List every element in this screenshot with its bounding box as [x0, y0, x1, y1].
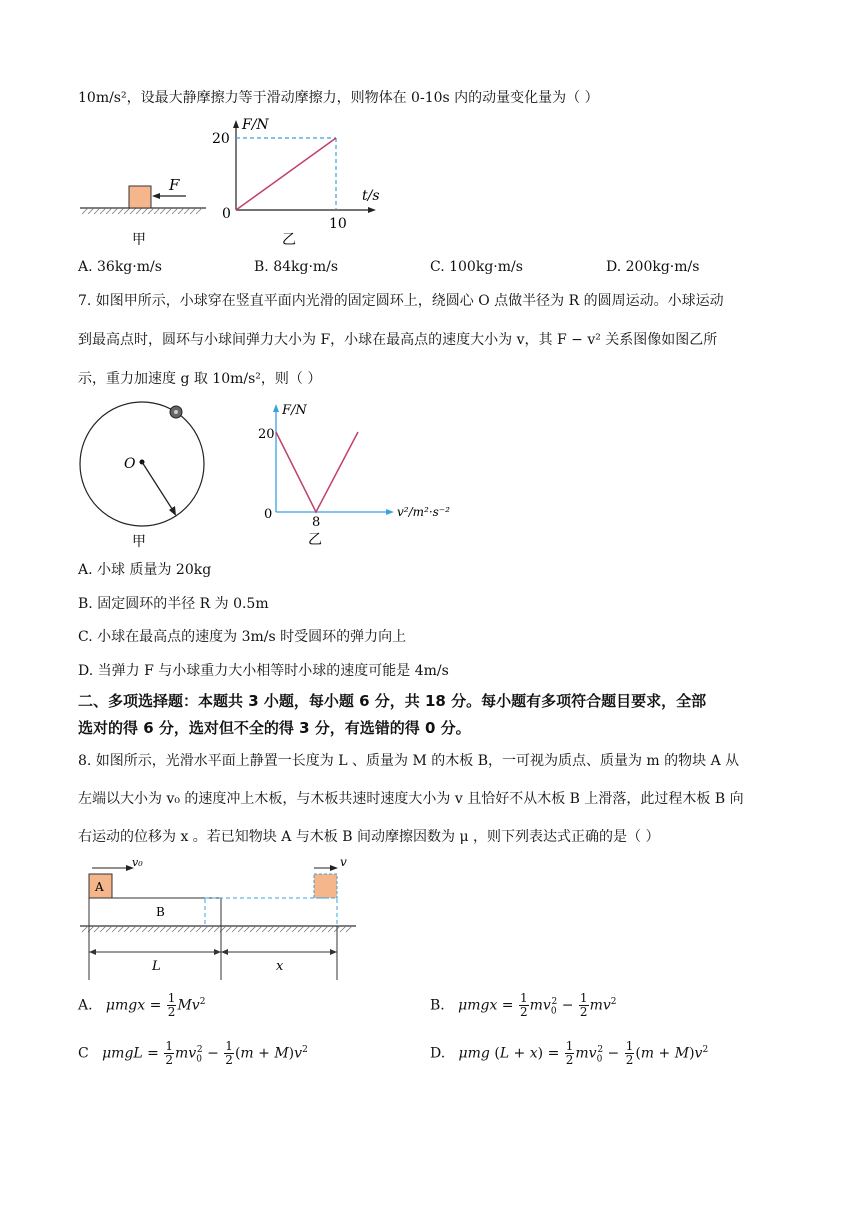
- q8-option-b: B. μmgx = $\frac{1}{2}$ $mv_0^2$ − $\frac{1}{2}$ $mv^2$: [430, 991, 617, 1019]
- q8-length-l-label: L: [152, 959, 161, 974]
- q6-x-tick: 10: [329, 216, 347, 232]
- q6-force-time-graph: [206, 112, 396, 248]
- q6-force-line: [236, 138, 336, 210]
- q7-force-velocity-graph: [252, 398, 472, 550]
- q6-option-d: D. 200kg·m/s: [606, 259, 700, 275]
- q7-y-tick: 20: [258, 427, 275, 442]
- q6-force-label: F: [169, 176, 180, 194]
- q6-origin: 0: [222, 206, 231, 222]
- q7-option-b: B. 固定圆环的半径 R 为 0.5m: [78, 596, 269, 612]
- q7-fig-left-label: 甲: [132, 534, 146, 550]
- q6-y-tick: 20: [212, 131, 230, 147]
- q6-option-c: C. 100kg·m/s: [430, 259, 523, 275]
- q6-option-a: A. 36kg·m/s: [78, 259, 162, 275]
- q8-board-figure: [78, 854, 360, 984]
- q7-x-axis-label: v²/m²·s⁻²: [397, 505, 450, 519]
- q7-circle-figure: [76, 400, 216, 552]
- q7-fig-right-label: 乙: [308, 532, 322, 548]
- q6-option-b: B. 84kg·m/s: [254, 259, 339, 275]
- q7-line-1: 7. 如图甲所示，小球穿在竖直平面内光滑的固定圆环上，绕圆心 O 点做半径为 R 的圆周运动。小球运动: [78, 293, 724, 309]
- q8-v-label: v: [340, 855, 347, 869]
- q8-line-2: 左端以大小为 v₀ 的速度冲上木板，与木板共速时速度大小为 v 且恰好不从木板 B 上滑落，此过程木板 B 向: [78, 791, 744, 807]
- section-2-heading-line-1: 二、多项选择题：本题共 3 小题，每小题 6 分，共 18 分。每小题有多项符合题目要求，全部: [78, 692, 707, 710]
- q6-fig-left-label: 甲: [132, 232, 146, 248]
- q7-line-2: 到最高点时，圆环与小球间弹力大小为 F，小球在最高点的速度大小为 v，其 F − v² 关系图像如图乙所: [78, 332, 718, 348]
- q6-block: [129, 186, 151, 208]
- q8-line-3: 右运动的位移为 x 。若已知物块 A 与木板 B 间动摩擦因数为 μ ，则下列表达式正确的是（ ）: [78, 829, 660, 845]
- q7-option-a: A. 小球 质量为 20kg: [78, 562, 212, 578]
- q8-length-x-label: x: [276, 959, 284, 974]
- q6-intro: 10m/s²，设最大静摩擦力等于滑动摩擦力，则物体在 0-10s 内的动量变化量为（ ）: [78, 90, 599, 106]
- q7-option-c: C. 小球在最高点的速度为 3m/s 时受圆环的弹力向上: [78, 629, 407, 645]
- q8-board-b-label: B: [156, 905, 165, 919]
- q8-board-b-final: [205, 898, 337, 926]
- q6-fig-right-label: 乙: [282, 232, 296, 248]
- q8-option-a: A. μmgx = $\frac{1}{2}$ Mv$^2$: [78, 991, 206, 1019]
- q7-center-label: O: [124, 456, 136, 472]
- q8-board-b: [89, 898, 221, 926]
- q8-block-a-final: [314, 874, 337, 898]
- q7-option-d: D. 当弹力 F 与小球重力大小相等时小球的速度可能是 4m/s: [78, 663, 449, 679]
- q8-line-1: 8. 如图所示，光滑水平面上静置一长度为 L 、质量为 M 的木板 B，一可视为质点、质量为 m 的物块 A 从: [78, 753, 740, 769]
- q7-origin: 0: [264, 507, 273, 522]
- q6-x-axis-label: t/s: [362, 188, 380, 204]
- q7-force-curve: [276, 432, 358, 512]
- q7-x-tick: 8: [312, 515, 321, 530]
- q8-v0-label: v₀: [132, 856, 143, 869]
- q8-option-d: D. μmg (L + x) = $\frac{1}{2}$ $mv_0^2$ − $\frac{1}{2}$ $(m + M)v^2$: [430, 1039, 709, 1067]
- q8-block-a-label: A: [95, 880, 104, 894]
- q6-y-axis-label: F/N: [242, 117, 269, 133]
- q7-y-axis-label: F/N: [282, 403, 307, 418]
- q7-line-3: 示，重力加速度 g 取 10m/s²，则（ ）: [78, 371, 322, 387]
- q8-option-c: C μmgL = $\frac{1}{2}$ $mv_0^2$ − $\frac{1}{2}$ $(m + M)v^2$: [78, 1039, 308, 1067]
- section-2-heading-line-2: 选对的得 6 分，选对但不全的得 3 分，有选错的得 0 分。: [78, 719, 471, 737]
- q6-block-figure: [78, 168, 208, 248]
